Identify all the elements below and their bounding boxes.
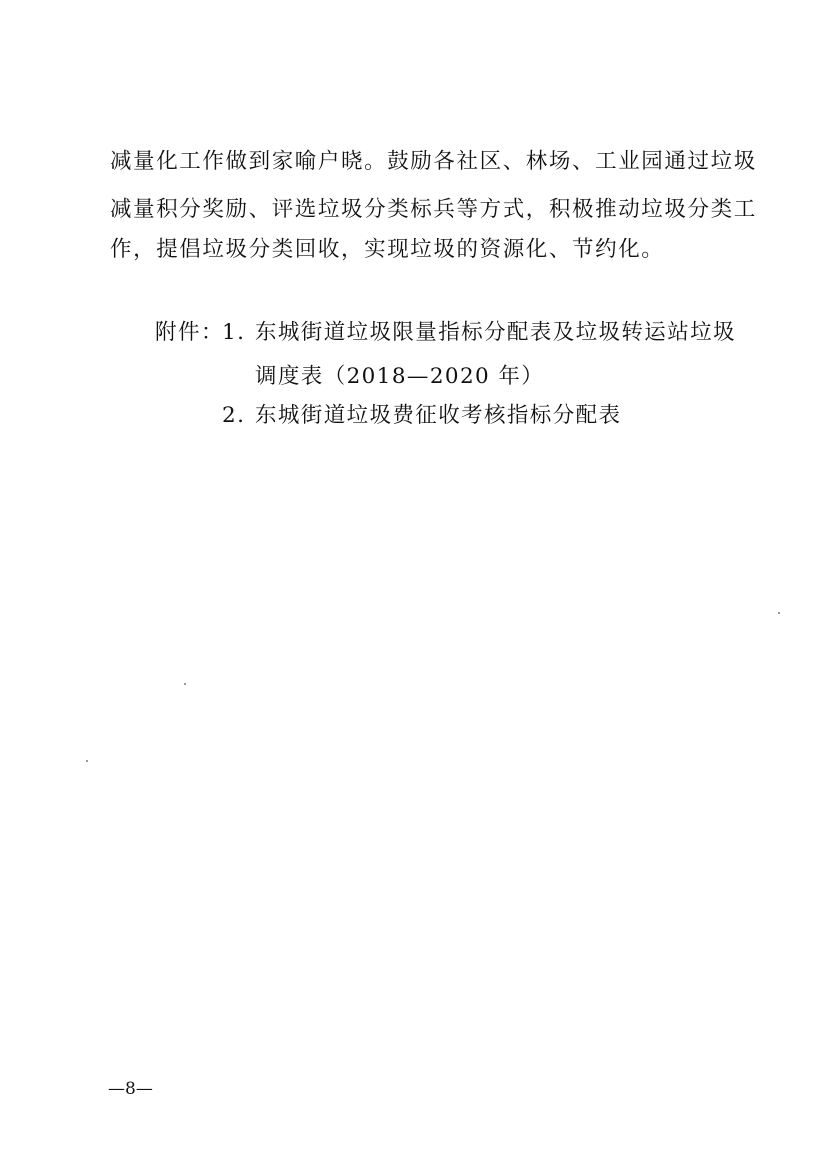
attachment-2-number: 2. (222, 403, 246, 428)
attachment-1-number: 1. (222, 320, 246, 345)
paragraph-line-3: 作，提倡垃圾分类回收，实现垃圾的资源化、节约化。 (110, 237, 665, 262)
paragraph-line-1: 减量化工作做到家喻户晓。鼓励各社区、林场、工业园通过垃圾 (110, 149, 757, 174)
paragraph-line-2: 减量积分奖励、评选垃圾分类标兵等方式，积极推动垃圾分类工 (110, 197, 757, 222)
scan-speck (86, 760, 88, 762)
page-number: —8— (108, 1079, 153, 1099)
scan-speck (778, 612, 780, 614)
attachment-1-title: 东城街道垃圾限量指标分配表及垃圾转运站垃圾 (255, 320, 736, 345)
attachment-1-title-continued: 调度表（2018—2020 年） (255, 364, 545, 389)
scan-speck (184, 683, 186, 685)
attachment-2-title: 东城街道垃圾费征收考核指标分配表 (255, 403, 622, 428)
attachments-label: 附件： (155, 320, 225, 345)
